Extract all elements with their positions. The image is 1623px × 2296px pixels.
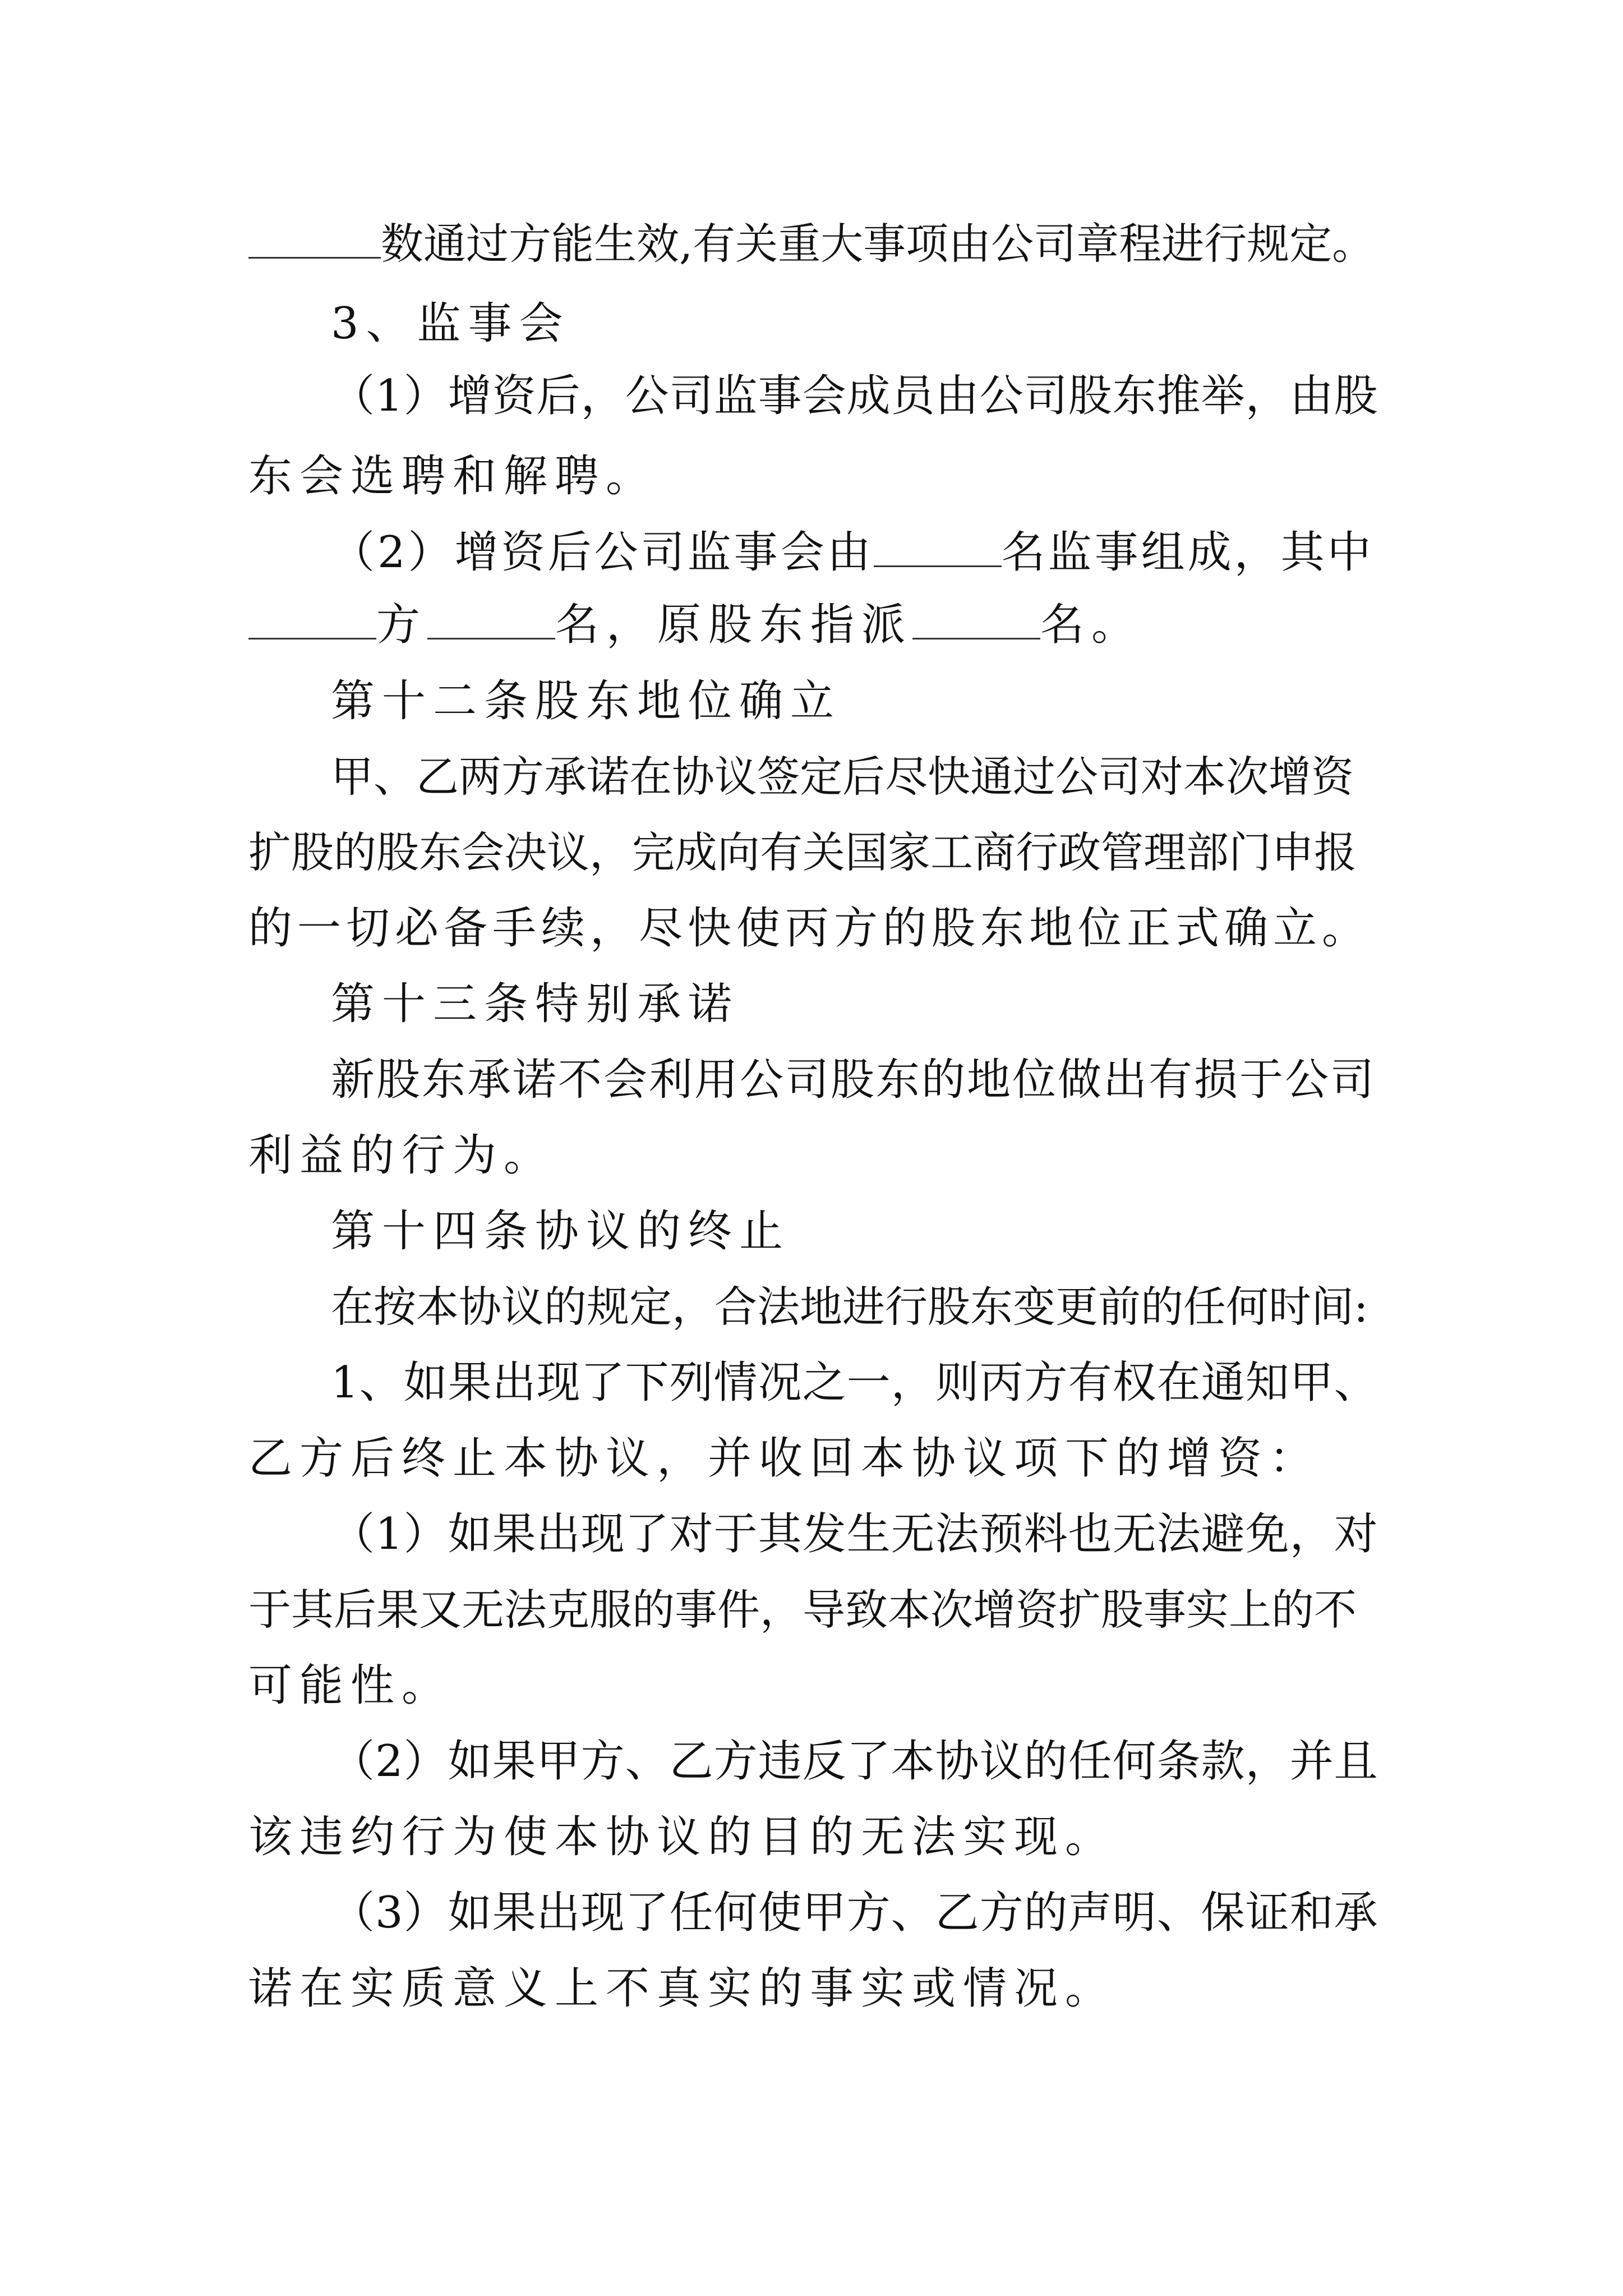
fill-in-blank <box>248 604 376 639</box>
paragraph-line <box>248 1128 555 1184</box>
text-span: 的一切必备手续，尽快使丙方的股东地位正式确立。 <box>248 903 1371 954</box>
text-span: （3）如果出现了任何使甲方、乙方的声明、保证和承 <box>331 1888 1378 1938</box>
text-span: 名监事组成，其中 <box>1001 527 1374 578</box>
text-span: 名，原股东指派 <box>555 600 913 650</box>
fill-in-blank <box>912 604 1040 639</box>
paragraph-line <box>248 1809 1116 1865</box>
text-span: 1、如果出现了下列情况之一，则丙方有权在通知甲、 <box>331 1358 1378 1408</box>
text-span: 3、监事会 <box>331 298 570 349</box>
text-span: 第十二条股东地位确立 <box>331 676 842 726</box>
text-span: 乙方后终止本协议，并收回本协议项下的增资： <box>248 1433 1321 1484</box>
article-heading <box>331 1203 790 1259</box>
paragraph-line <box>331 368 1378 424</box>
text-span: 该违约行为使本协议的目的无法实现。 <box>248 1812 1117 1862</box>
paragraph-line <box>331 1355 1378 1411</box>
paragraph-line <box>248 1430 1320 1487</box>
article-heading <box>331 976 739 1032</box>
fill-in-blank <box>427 604 555 639</box>
text-span: 甲、乙两方承诺在协议签定后尽快通过公司对本次增资 <box>331 752 1354 802</box>
text-span: 在按本协议的规定，合法地进行股东变更前的任何时间: <box>331 1282 1368 1332</box>
paragraph-line <box>331 1733 1378 1789</box>
paragraph-line <box>331 1885 1378 1941</box>
text-span: 扩股的股东会决议，完成向有关国家工商行政管理部门申报 <box>248 827 1357 877</box>
fill-in-blank <box>248 223 381 259</box>
text-span: 于其后果又无法克服的事件，导致本次增资扩股事实上的不 <box>248 1585 1357 1635</box>
paragraph-line <box>331 1052 1376 1108</box>
paragraph-line <box>331 1506 1378 1562</box>
text-span: 名。 <box>1040 600 1143 650</box>
text-span: （1）增资后，公司监事会成员由公司股东推举，由股 <box>331 371 1378 421</box>
text-span: 东会选聘和解聘。 <box>248 451 657 501</box>
paragraph-line <box>248 1658 453 1714</box>
text-span: 新股东承诺不会利用公司股东的地位做出有损于公司 <box>331 1055 1376 1105</box>
paragraph-line <box>248 1961 1116 2017</box>
text-span: （1）如果出现了对于其发生无法预料也无法避免，对 <box>331 1509 1378 1559</box>
paragraph-line <box>248 448 657 504</box>
text-span: 诺在实质意义上不真实的事实或情况。 <box>248 1963 1117 2014</box>
text-span: 可能性。 <box>248 1660 453 1711</box>
text-span: （2）如果甲方、乙方违反了本协议的任何条款，并且 <box>331 1736 1378 1787</box>
text-span: 第十四条协议的终止 <box>331 1206 791 1257</box>
section-heading <box>331 296 570 352</box>
fill-in-blank <box>874 532 1002 567</box>
paragraph-line <box>331 524 1374 581</box>
paragraph-line <box>248 597 1142 653</box>
paragraph-line <box>331 749 1354 805</box>
paragraph-line <box>248 1582 1357 1638</box>
text-span: 第十三条特别承诺 <box>331 979 740 1029</box>
text-span: 数通过方能生效,有关重大事项由公司章程进行规定。 <box>381 219 1375 269</box>
text-span: 方 <box>376 600 428 650</box>
paragraph-line <box>248 900 1371 956</box>
text-span: （2）增资后公司监事会由 <box>331 527 874 578</box>
text-span: 利益的行为。 <box>248 1130 555 1181</box>
paragraph-line <box>248 216 1375 272</box>
paragraph-line <box>248 825 1357 881</box>
paragraph-line <box>331 1279 1368 1335</box>
article-heading <box>331 673 841 729</box>
